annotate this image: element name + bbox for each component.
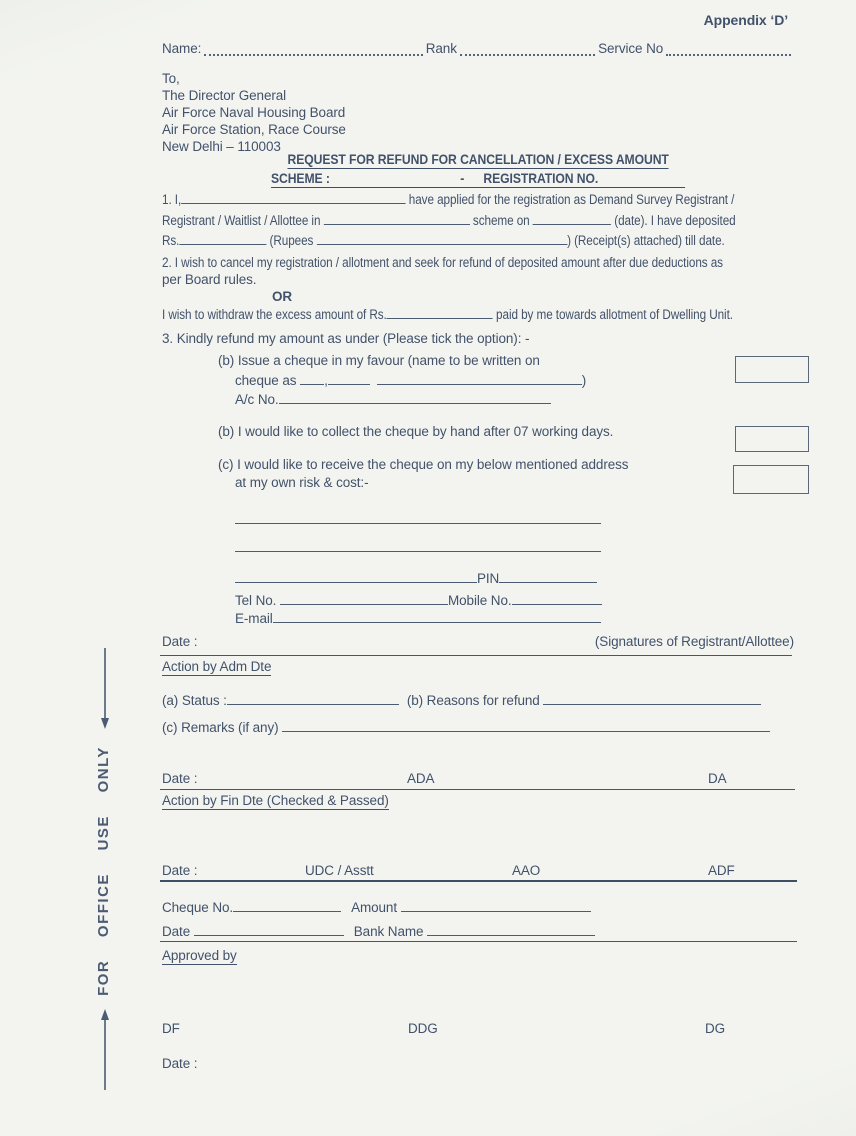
df-label: DF (162, 1021, 180, 1036)
amount-blank[interactable] (179, 231, 266, 245)
tel-mobile-row (235, 591, 602, 608)
signature-label: (Signatures of Registrant/Allottee) (594, 634, 794, 649)
para2-text: 2. I wish to cancel my registration / allotment and seek for refund of deposited amount after due deductions as (162, 255, 723, 270)
recipient-line: Air Force Naval Housing Board (162, 105, 346, 120)
recipient-line: New Delhi – 110003 (162, 139, 281, 154)
fin-section-heading-row (162, 793, 794, 810)
option-c-block (218, 456, 628, 492)
recipient-address-block (162, 70, 794, 155)
cheque-amount-row (162, 898, 794, 915)
rupees-words-blank[interactable] (317, 231, 568, 245)
rank-label: Rank (425, 41, 457, 56)
address-line-blank[interactable] (235, 569, 477, 583)
aao-label: AAO (512, 863, 541, 878)
registration-no-label: REGISTRATION NO. (483, 170, 599, 186)
registration-no-blank[interactable] (598, 171, 685, 183)
service-no-blank[interactable] (666, 43, 791, 56)
section-divider-thick (160, 880, 797, 882)
cheque-no-label: Cheque No. (162, 900, 234, 915)
scheme-label: SCHEME : (270, 170, 330, 186)
para1-text: (date). I have deposited (614, 212, 736, 228)
tel-label: Tel No. (235, 593, 277, 608)
option-c-text: at my own risk & cost:- (235, 475, 369, 490)
date-label: Date : (162, 771, 198, 786)
adf-label: ADF (708, 863, 735, 878)
scheme-blank[interactable] (330, 171, 460, 183)
date-signature-row (162, 634, 794, 649)
approved-by-heading-row (162, 948, 794, 965)
tick-option-b-checkbox[interactable] (735, 426, 809, 452)
cheque-date-label: Date (162, 924, 191, 939)
recipient-line: Air Force Station, Race Course (162, 122, 346, 137)
pin-label: PIN (477, 571, 500, 586)
date-blank[interactable] (533, 211, 611, 225)
name-blank[interactable] (204, 43, 422, 56)
udc-asstt-label: UDC / Asstt (305, 863, 374, 878)
tel-blank[interactable] (280, 591, 448, 605)
cheque-name-blank[interactable] (328, 371, 370, 385)
address-line-blank[interactable] (235, 523, 601, 524)
applicant-name-blank[interactable] (181, 190, 405, 204)
rank-blank[interactable] (460, 43, 595, 56)
form-title-row (162, 151, 794, 169)
status-label: (a) Status : (162, 693, 227, 708)
cheque-no-blank[interactable] (233, 898, 341, 912)
tick-option-c-checkbox[interactable] (733, 465, 809, 494)
approved-by-heading: Approved by (162, 948, 237, 963)
bank-name-blank[interactable] (427, 922, 595, 936)
to-label: To, (162, 71, 180, 86)
arrow-up-icon (98, 1008, 112, 1092)
adm-section-heading-row (162, 659, 794, 676)
ada-da-row (162, 771, 794, 789)
udc-aao-adf-row (162, 863, 794, 881)
option-a-text: ) (581, 372, 587, 388)
email-blank[interactable] (273, 609, 601, 623)
remarks-label: (c) Remarks (if any) (162, 720, 279, 735)
para1-text: Rs. (162, 233, 180, 248)
reasons-blank[interactable] (543, 691, 761, 705)
address-line-blank[interactable] (235, 551, 601, 552)
recipient-line: The Director General (162, 88, 287, 103)
para1-text: Registrant / Waitlist / Allottee in (162, 212, 321, 228)
para2-text: I wish to withdraw the excess amount of Rs. (162, 307, 387, 322)
name-label: Name: (162, 41, 202, 56)
cheque-name-blank[interactable] (377, 371, 582, 385)
arrow-down-icon (98, 646, 112, 730)
section-divider (160, 789, 795, 790)
cheque-date-bank-row (162, 922, 794, 939)
paragraph-1 (162, 190, 794, 252)
df-ddg-dg-row (162, 1021, 794, 1039)
email-label: E-mail (235, 611, 273, 626)
date-label: Date : (162, 863, 198, 878)
option-a-text: (b) Issue a cheque in my favour (name to be written on (218, 353, 540, 368)
email-row (235, 609, 601, 626)
section-divider (160, 655, 792, 656)
para1-text: have applied for the registration as Demand Survey Registrant / (408, 192, 735, 207)
name-rank-service-row (162, 41, 794, 56)
appendix-label: Appendix ‘D’ (703, 12, 788, 28)
status-reasons-row (162, 691, 794, 708)
tick-option-a-checkbox[interactable] (735, 356, 809, 383)
option-b-row (218, 424, 613, 439)
reasons-label: (b) Reasons for refund (406, 693, 540, 708)
para1-text: ) (Receipt(s) attached) till date. (567, 233, 725, 248)
para2-text: paid by me towards allotment of Dwelling Unit. (496, 307, 733, 322)
para2-text: per Board rules. (162, 272, 257, 287)
cheque-name-blank[interactable] (300, 371, 324, 385)
excess-amount-blank[interactable] (387, 305, 493, 319)
fin-heading: Action by Fin Dte (Checked & Passed) (162, 793, 389, 808)
status-blank[interactable] (227, 691, 399, 705)
mobile-label: Mobile No. (447, 593, 512, 608)
office-use-only-vertical-label: FOR OFFICE USE ONLY (95, 746, 112, 996)
amount-label: Amount (351, 900, 397, 915)
pin-blank[interactable] (499, 569, 597, 583)
para3-heading: 3. Kindly refund my amount as under (Please tick the option): - (162, 331, 530, 346)
cheque-date-blank[interactable] (194, 922, 344, 936)
or-label: OR (272, 289, 293, 304)
option-a-block (218, 351, 586, 410)
para1-text: scheme on (472, 212, 530, 228)
option-c-text: (c) I would like to receive the cheque on my below mentioned address (218, 457, 629, 472)
option-b-text: (b) I would like to collect the cheque by hand after 07 working days. (218, 424, 614, 439)
dg-label: DG (705, 1021, 726, 1036)
paragraph-2 (162, 254, 794, 323)
dash-separator: - (460, 170, 465, 186)
paragraph-3-heading-row (162, 331, 794, 346)
scheme-registration-row (162, 170, 794, 188)
form-title: REQUEST FOR REFUND FOR CANCELLATION / EXCESS AMOUNT (287, 151, 669, 167)
account-no-label: A/c No. (235, 392, 279, 407)
mobile-blank[interactable] (512, 591, 602, 605)
service-no-label: Service No (598, 41, 664, 56)
ada-label: ADA (407, 771, 435, 786)
account-no-blank[interactable] (279, 390, 551, 404)
amount-blank[interactable] (401, 898, 591, 912)
option-a-text: cheque as (235, 372, 297, 388)
option-a-text: , (324, 372, 328, 388)
date-label: Date : (162, 1056, 198, 1071)
section-divider (160, 941, 797, 942)
para1-text: 1. I, (162, 192, 182, 207)
da-label: DA (708, 771, 727, 786)
remarks-blank[interactable] (282, 718, 770, 732)
ddg-label: DDG (408, 1021, 438, 1036)
bank-name-label: Bank Name (353, 924, 424, 939)
pin-row (235, 569, 597, 586)
final-date-row (162, 1056, 794, 1071)
para1-text: (Rupees (269, 233, 314, 248)
scheme-name-blank[interactable] (324, 211, 470, 225)
remarks-row (162, 718, 794, 735)
date-label: Date : (162, 634, 198, 649)
adm-heading: Action by Adm Dte (162, 659, 272, 674)
